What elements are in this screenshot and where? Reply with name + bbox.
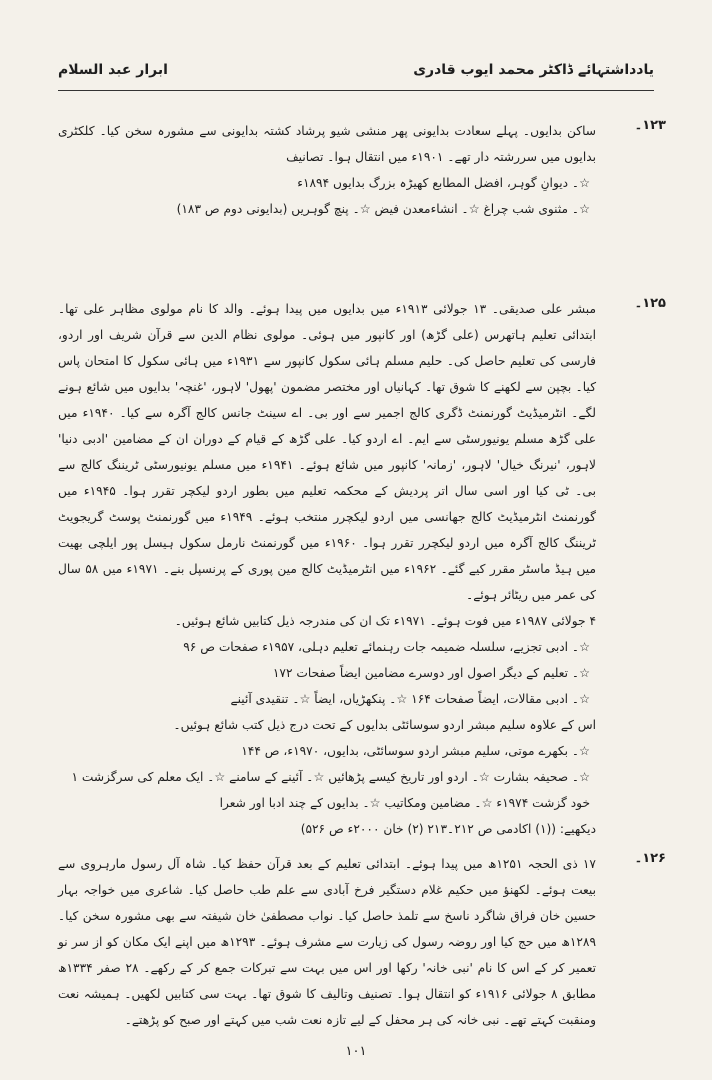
bullet-item: خود گزشت ۱۹۷۴ء ☆۔ مضامین ومکاتیب ☆۔ بدایوں کے چند ادبا اور شعرا — [219, 796, 590, 810]
book-title: یادداشتہائے ڈاکٹر محمد ایوب قادری — [413, 62, 654, 78]
bullet-item: ☆۔ ادبی تجزیے، سلسلہ ضمیمہ جات رہنمائے تعلیم دہلی، ۱۹۵۷ء صفحات ص ۹۶ — [183, 640, 590, 654]
entry-number: ۱۲۳۔ — [634, 118, 666, 133]
bullet-item: ☆۔ صحیفہ بشارت ☆۔ اردو اور تاریخ کیسے پڑھائیں ☆۔ آئینے کے سامنے ☆۔ ایک معلم کی سرگزشت ۱ — [71, 770, 590, 784]
reference-line: دیکھیے: ((۱) اکادمی ص ۲۱۲۔۲۱۳ (۲) خان ۲۰۰۰ء ص ۵۲۶) — [300, 822, 596, 836]
entry-123 — [58, 118, 666, 296]
page-number: ۱۰۱ — [345, 1044, 367, 1059]
bullet-item: ☆۔ ادبی مقالات، ایضاً صفحات ۱۶۴ ☆۔ پنکھڑیاں، ایضاً ☆۔ تنقیدی آئینے — [230, 692, 590, 706]
entry-text: ۱۷ ذی الحجہ ۱۲۵۱ھ میں پیدا ہوئے۔ ابتدائی تعلیم کے بعد قرآن حفظ کیا۔ شاہ آل رسول مارہروی سے بیعت ہوئے۔ لکھنؤ میں حکیم غلام دستگیر فرخ آبادی سے علم طب حاصل کیا۔ شاعری میں خواجہ بہار حسین خان فراق شاگرد ناسخ سے تلمذ حاصل کیا۔ نواب مصطفیٰ خان شیفتہ سے بھی مشورہ سخن کیا۔ ۱۲۸۹ھ میں حج کیا اور روضہ رسول کی زیارت سے مشرف ہوئے۔ ۱۲۹۳ھ میں اپنے ایک مکان کو از سر نو تعمیر کر کے اس کا نام 'نبی خانہ' رکھا اور اس میں بہت سے تبرکات جمع کر کے رکھے۔ ۲۸ صفر ۱۳۳۴ھ مطابق ۸ جولائی ۱۹۱۶ء کو انتقال ہوا۔ تصنیف وتالیف کا شوق تھا۔ بہت سی کتابیں لکھیں۔ ہمیشہ نعت ومنقبت کہتے تھے۔ نبی خانہ کی ہر محفل کے لیے تازہ نعت شب میں کہتے اور صبح کو پڑھتے۔ — [58, 857, 597, 1027]
bullet-item: ☆۔ دیوانِ گوہر، افضل المطابع کھیڑہ بزرگ بدایوں ۱۸۹۴ء — [297, 176, 590, 190]
entry-126 — [58, 851, 666, 1033]
entry-text: مبشر علی صدیقی۔ ۱۳ جولائی ۱۹۱۳ء میں بدایوں میں پیدا ہوئے۔ والد کا نام مولوی مظاہر علی تھا۔ ابتدائی تعلیم ہاتھرس (علی گڑھ) اور کانپور میں ہوئی۔ مولوی نظام الدین سے قرآن شریف اور اردو، فارسی کی تعلیم حاصل کی۔ حلیم مسلم ہائی سکول کانپور سے ۱۹۳۱ء میں ہائی سکول کا امتحان پاس کیا۔ بچپن سے لکھنے کا شوق تھا۔ کہانیاں اور مختصر مضمون 'پھول' لاہور، 'غنچہ' بدایوں میں شائع ہونے لگے۔ انٹرمیڈیٹ گورنمنٹ ڈگری کالج اجمیر سے اور بی۔ اے سینٹ جانس کالج آگرہ سے کیا۔ ۱۹۴۰ء میں علی گڑھ مسلم یونیورسٹی سے ایم۔ اے اردو کیا۔ علی گڑھ کے قیام کے دوران ان کے مضامین 'ادبی دنیا' لاہور، 'نیرنگ خیال' لاہور، 'زمانہ' کانپور میں شائع ہوئے۔ ۱۹۴۱ء میں مسلم یونیورسٹی ٹریننگ کالج سے بی۔ ٹی کیا اور اسی سال اتر پردیش کے محکمہ تعلیم میں بطور اردو لیکچر تقرر ہوا۔ ۱۹۴۵ء میں گورنمنٹ انٹرمیڈیٹ کالج جھانسی میں اردو لیکچرر منتخب ہوئے۔ ۱۹۴۹ء میں گورنمنٹ پوسٹ گریجویٹ ٹریننگ کالج آگرہ میں اردو لیکچرر تقرر ہوا۔ ۱۹۶۰ء میں گورنمنٹ نارمل سکول ہیسل پور ایلچی بھیت میں ہیڈ ماسٹر مقرر کیے گئے۔ ۱۹۶۲ء میں انٹرمیڈیٹ کالج مین پوری کے پرنسپل بنے۔ ۱۹۷۱ء میں ۵۸ سال کی عمر میں ریٹائر ہوئے۔ — [58, 302, 597, 602]
page-body — [58, 118, 666, 1033]
running-header — [58, 62, 654, 86]
bullet-item: ☆۔ تعلیم کے دیگر اصول اور دوسرے مضامین ایضاً صفحات ۱۷۲ — [272, 666, 590, 680]
entry-number: ۱۲۵۔ — [634, 296, 666, 311]
entry-number: ۱۲۶۔ — [634, 851, 666, 866]
entry-125 — [58, 296, 666, 851]
entry-text: ساکن بدایوں۔ پہلے سعادت بدایونی پھر منشی شیو پرشاد کشتہ بدایونی سے مشورہ سخن کیا۔ کلکٹری بدایوں میں سررشتہ دار تھے۔ ۱۹۰۱ء میں انتقال ہوا۔ تصانیف — [58, 124, 596, 164]
header-rule — [58, 90, 654, 91]
bullet-item: ☆۔ بکھرے موتی، سلیم مبشر اردو سوسائٹی، بدایوں، ۱۹۷۰ء، ص ۱۴۴ — [241, 744, 590, 758]
entry-text-continued: اس کے علاوہ سلیم مبشر اردو سوسائٹی بدایوں کے تحت درج ذیل کتب شائع ہوئیں۔ — [173, 718, 596, 732]
bullet-item: ☆۔ مثنوی شب چراغ ☆۔ انشاءمعدن فیض ☆۔ پنچ گوہریں (بدایونی دوم ص ۱۸۳) — [176, 202, 590, 216]
entry-text-continued: ۴ جولائی ۱۹۸۷ء میں فوت ہوئے۔ ۱۹۷۱ء تک ان کی مندرجہ ذیل کتابیں شائع ہوئیں۔ — [174, 614, 596, 628]
editor-name: ابرار عبد السلام — [58, 62, 168, 78]
